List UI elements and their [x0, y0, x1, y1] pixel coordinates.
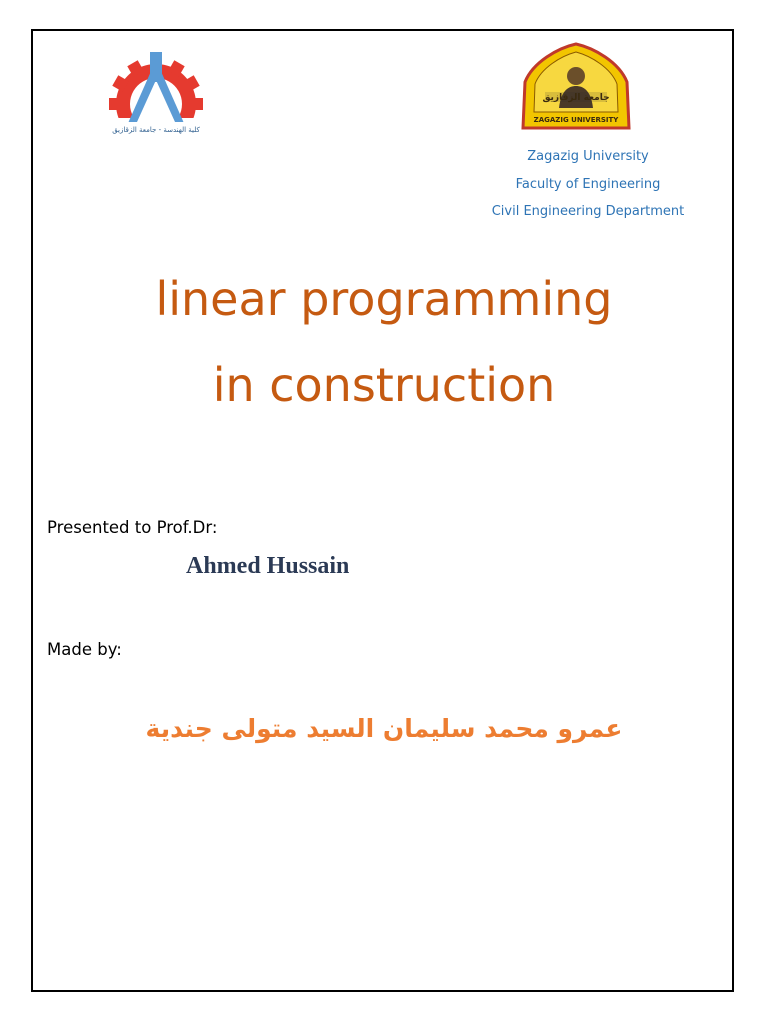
presented-to-label: Presented to Prof.Dr: [47, 518, 218, 537]
university-name: Zagazig University [527, 149, 649, 164]
university-seal-caption: ZAGAZIG UNIVERSITY [533, 116, 619, 124]
university-seal-arabic: جامعة الزقازيق [542, 93, 610, 103]
faculty-logo-caption: كلية الهندسة - جامعة الزقازيق [112, 126, 200, 134]
university-seal-icon [519, 42, 634, 137]
faculty-name: Faculty of Engineering [515, 176, 661, 192]
title-line-2: in construction [212, 358, 556, 412]
made-by-label: Made by: [47, 640, 122, 659]
student-name: عمرو محمد سليمان السيد متولى جندية [145, 714, 623, 743]
faculty-logo-icon [95, 52, 217, 144]
university-info [470, 143, 706, 226]
department-name: Civil Engineering Department [491, 204, 685, 219]
professor-name: Ahmed Hussain [186, 553, 350, 579]
title-line-1: linear programming [155, 272, 613, 326]
